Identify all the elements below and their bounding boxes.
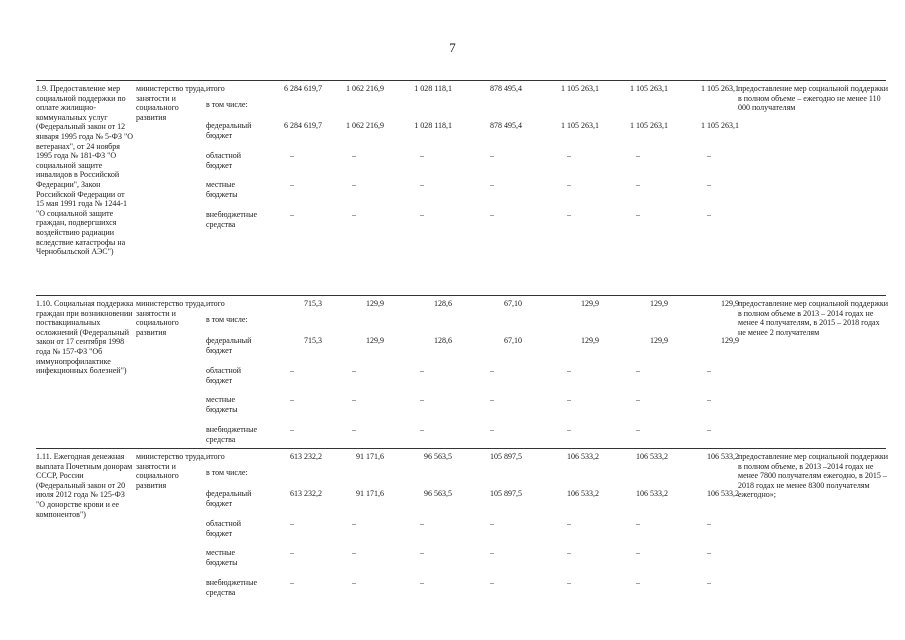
funding-value: 129,9 [721,299,739,308]
funding-value: – [490,151,494,160]
funding-value: 1 062 216,9 [346,121,384,130]
funding-value: – [636,519,640,528]
funding-value: – [490,425,494,434]
funding-source-label: местные бюджеты [206,395,238,414]
funding-value: 129,9 [581,336,599,345]
funding-value: – [567,425,571,434]
funding-value: – [567,519,571,528]
funding-value: 96 563,5 [424,489,452,498]
funding-value: 129,9 [366,336,384,345]
funding-value: – [290,519,294,528]
table-row [36,295,889,448]
executor-cell: министерство труда, занятости и социального развития [136,299,206,337]
funding-value: 715,3 [304,299,322,308]
funding-value: – [636,425,640,434]
measure-cell: 1.9. Предоставление мер социальной поддержки по оплате жилищно-коммунальных услуг (Федеральный закон от 12 января 1995 года № 5-ФЗ "О ветеранах", от 24 ноября 1995 года № 181-ФЗ "О социальной защите инвалидов в Российской Федерации", Закон Российской Федерации от 15 мая 1991 года № 1244-1 "О социальной защите граждан, подвергшихся воздействию радиации вследствие катастрофы на Чернобыльской АЭС") [36,84,134,257]
funding-value: – [567,180,571,189]
funding-source-label: в том числе: [206,100,248,109]
funding-source-label: итого [206,84,225,93]
funding-source-label: внебюджетные средства [206,210,257,229]
funding-value: 129,9 [650,336,668,345]
funding-value: – [707,395,711,404]
funding-value: – [352,151,356,160]
funding-value: 106 533,2 [636,452,668,461]
funding-value: 715,3 [304,336,322,345]
funding-value: – [420,425,424,434]
funding-value: – [290,395,294,404]
funding-value: 1 105 263,1 [561,84,599,93]
funding-value: – [290,366,294,375]
funding-value: 106 533,2 [567,452,599,461]
funding-value: – [420,395,424,404]
funding-source-label: в том числе: [206,315,248,324]
funding-value: – [636,210,640,219]
funding-value: 91 171,6 [356,489,384,498]
funding-value: 91 171,6 [356,452,384,461]
funding-value: – [352,519,356,528]
funding-value: – [707,519,711,528]
funding-source-label: федеральный бюджет [206,121,252,140]
funding-value: – [490,548,494,557]
funding-value: – [290,210,294,219]
funding-value: – [490,395,494,404]
funding-value: 129,9 [650,299,668,308]
funding-value: – [707,210,711,219]
funding-value: – [707,548,711,557]
funding-source-label: внебюджетные средства [206,578,257,597]
result-cell: предоставление мер социальной поддержки в полном объеме, в 2013 –2014 годах не менее 7800 получателям ежегодно, в 2015 – 2018 годах не менее 8300 получателям ежегодно»; [738,452,889,500]
funding-value: 67,10 [504,299,522,308]
funding-value: – [567,366,571,375]
funding-value: 1 062 216,9 [346,84,384,93]
funding-value: 106 533,2 [567,489,599,498]
funding-value: 129,9 [721,336,739,345]
table-row [36,80,889,295]
funding-value: 105 897,5 [490,489,522,498]
funding-source-label: в том числе: [206,468,248,477]
measure-cell: 1.11. Ежегодная денежная выплата Почетным донорам СССР, России (Федеральный закон от 20 июля 2012 года № 125-ФЗ "О донорстве крови и ее компонентов") [36,452,133,519]
funding-value: – [420,210,424,219]
funding-value: – [352,366,356,375]
funding-value: – [490,180,494,189]
funding-value: 1 105 263,1 [561,121,599,130]
funding-source-label: итого [206,299,225,308]
funding-value: 1 105 263,1 [701,121,739,130]
funding-value: – [352,395,356,404]
funding-value: 129,9 [366,299,384,308]
funding-value: – [352,210,356,219]
executor-cell: министерство труда, занятости и социального развития [136,84,206,122]
funding-value: – [352,425,356,434]
funding-value: – [352,548,356,557]
funding-value: – [290,151,294,160]
funding-value: – [490,519,494,528]
funding-value: – [290,548,294,557]
funding-value: 129,9 [581,299,599,308]
funding-value: – [567,548,571,557]
funding-source-label: областной бюджет [206,151,242,170]
funding-value: 6 284 619,7 [284,84,322,93]
funding-value: – [707,425,711,434]
funding-value: 106 533,2 [636,489,668,498]
funding-value: – [707,151,711,160]
funding-value: 878 495,4 [490,121,522,130]
funding-value: – [636,395,640,404]
funding-value: – [420,578,424,587]
funding-source-label: федеральный бюджет [206,336,252,355]
executor-cell: министерство труда, занятости и социального развития [136,452,206,490]
funding-value: 1 105 263,1 [630,121,668,130]
funding-value: 128,6 [434,299,452,308]
funding-value: – [567,151,571,160]
funding-value: 613 232,2 [290,452,322,461]
funding-value: – [420,519,424,528]
result-cell: предоставление мер социальной поддержки в полном объеме в 2013 – 2014 годах не менее 4 получателям, в 2015 – 2018 годах не менее 2 получателям [738,299,889,337]
funding-value: – [707,578,711,587]
funding-source-label: федеральный бюджет [206,489,252,508]
measure-cell: 1.10. Социальная поддержка граждан при возникновении поствакцинальных осложнений (Федеральный закон от 17 сентября 1998 года № 157-ФЗ "Об иммунопрофилактике инфекционных болезней") [36,299,134,376]
funding-value: – [490,366,494,375]
funding-value: – [567,578,571,587]
funding-value: 1 028 118,1 [414,84,452,93]
funding-value: – [567,395,571,404]
funding-value: – [420,548,424,557]
funding-value: – [420,180,424,189]
funding-value: – [636,151,640,160]
funding-value: 1 028 118,1 [414,121,452,130]
funding-value: – [636,578,640,587]
funding-value: – [707,180,711,189]
funding-source-label: областной бюджет [206,366,242,385]
funding-source-label: внебюджетные средства [206,425,257,444]
funding-value: – [707,366,711,375]
funding-value: 128,6 [434,336,452,345]
funding-value: – [352,578,356,587]
funding-value: – [290,180,294,189]
funding-value: 613 232,2 [290,489,322,498]
funding-value: – [567,210,571,219]
table-row [36,448,889,601]
funding-value: – [290,578,294,587]
funding-value: – [290,425,294,434]
page-number: 7 [449,40,456,55]
program-table [36,80,889,601]
funding-source-label: итого [206,452,225,461]
funding-value: 106 533,2 [707,489,739,498]
funding-source-label: местные бюджеты [206,548,238,567]
funding-value: 105 897,5 [490,452,522,461]
funding-value: – [636,548,640,557]
funding-value: – [352,180,356,189]
funding-value: – [420,151,424,160]
funding-value: – [636,180,640,189]
funding-value: – [490,578,494,587]
funding-source-label: областной бюджет [206,519,242,538]
result-cell: предоставление мер социальной поддержки в полном объеме – ежегодно не менее 110 000 получателям [738,84,889,113]
funding-value: – [490,210,494,219]
funding-value: 96 563,5 [424,452,452,461]
funding-value: 67,10 [504,336,522,345]
funding-value: – [420,366,424,375]
funding-value: 878 495,4 [490,84,522,93]
funding-value: 1 105 263,1 [630,84,668,93]
funding-source-label: местные бюджеты [206,180,238,199]
funding-value: 106 533,2 [707,452,739,461]
funding-value: 1 105 263,1 [701,84,739,93]
funding-value: 6 284 619,7 [284,121,322,130]
funding-value: – [636,366,640,375]
